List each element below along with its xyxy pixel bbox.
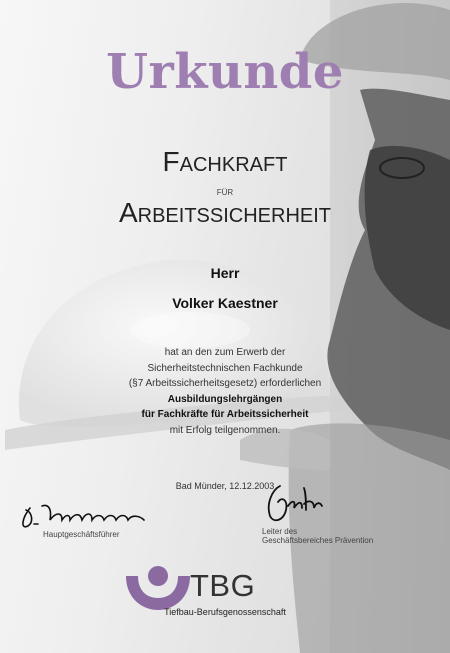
- body-line: hat an den zum Erwerb der: [164, 347, 286, 358]
- body-line: (§7 Arbeitssicherheitsgesetz) erforderlichen: [128, 378, 322, 389]
- place-and-date: Bad Münder, 12.12.2003: [175, 481, 275, 491]
- body-closing: mit Erfolg teilgenommen.: [169, 424, 281, 436]
- signatory-role-right-line-1: Leiter des: [262, 527, 298, 536]
- signature-right: [258, 480, 328, 528]
- body-line: Sicherheitstechnischen Fachkunde: [147, 362, 303, 374]
- qualification-line-2: Arbeitssicherheit: [118, 197, 332, 228]
- logo-text: TBG: [190, 568, 256, 603]
- certificate-body: [0, 345, 450, 438]
- body-bold-line: für Fachkräfte für Arbeitssicherheit: [141, 409, 309, 420]
- organization-name: Tiefbau-Berufsgenossenschaft: [164, 607, 286, 617]
- signatory-role-left: Hauptgeschäftsführer: [43, 530, 120, 539]
- body-bold-line: Ausbildungslehrgängen: [167, 393, 283, 405]
- signatory-role-right: [262, 527, 373, 545]
- qualification-line-1: Fachkraft: [162, 146, 288, 177]
- recipient-salutation: Herr: [210, 265, 240, 281]
- signature-left: [12, 498, 162, 534]
- qualification-connector: für: [216, 186, 234, 198]
- certificate-title: Urkunde: [106, 44, 344, 100]
- recipient-name: Volker Kaestner: [172, 295, 278, 311]
- signatory-role-right-line-2: Geschäftsbereiches Prävention: [262, 536, 374, 545]
